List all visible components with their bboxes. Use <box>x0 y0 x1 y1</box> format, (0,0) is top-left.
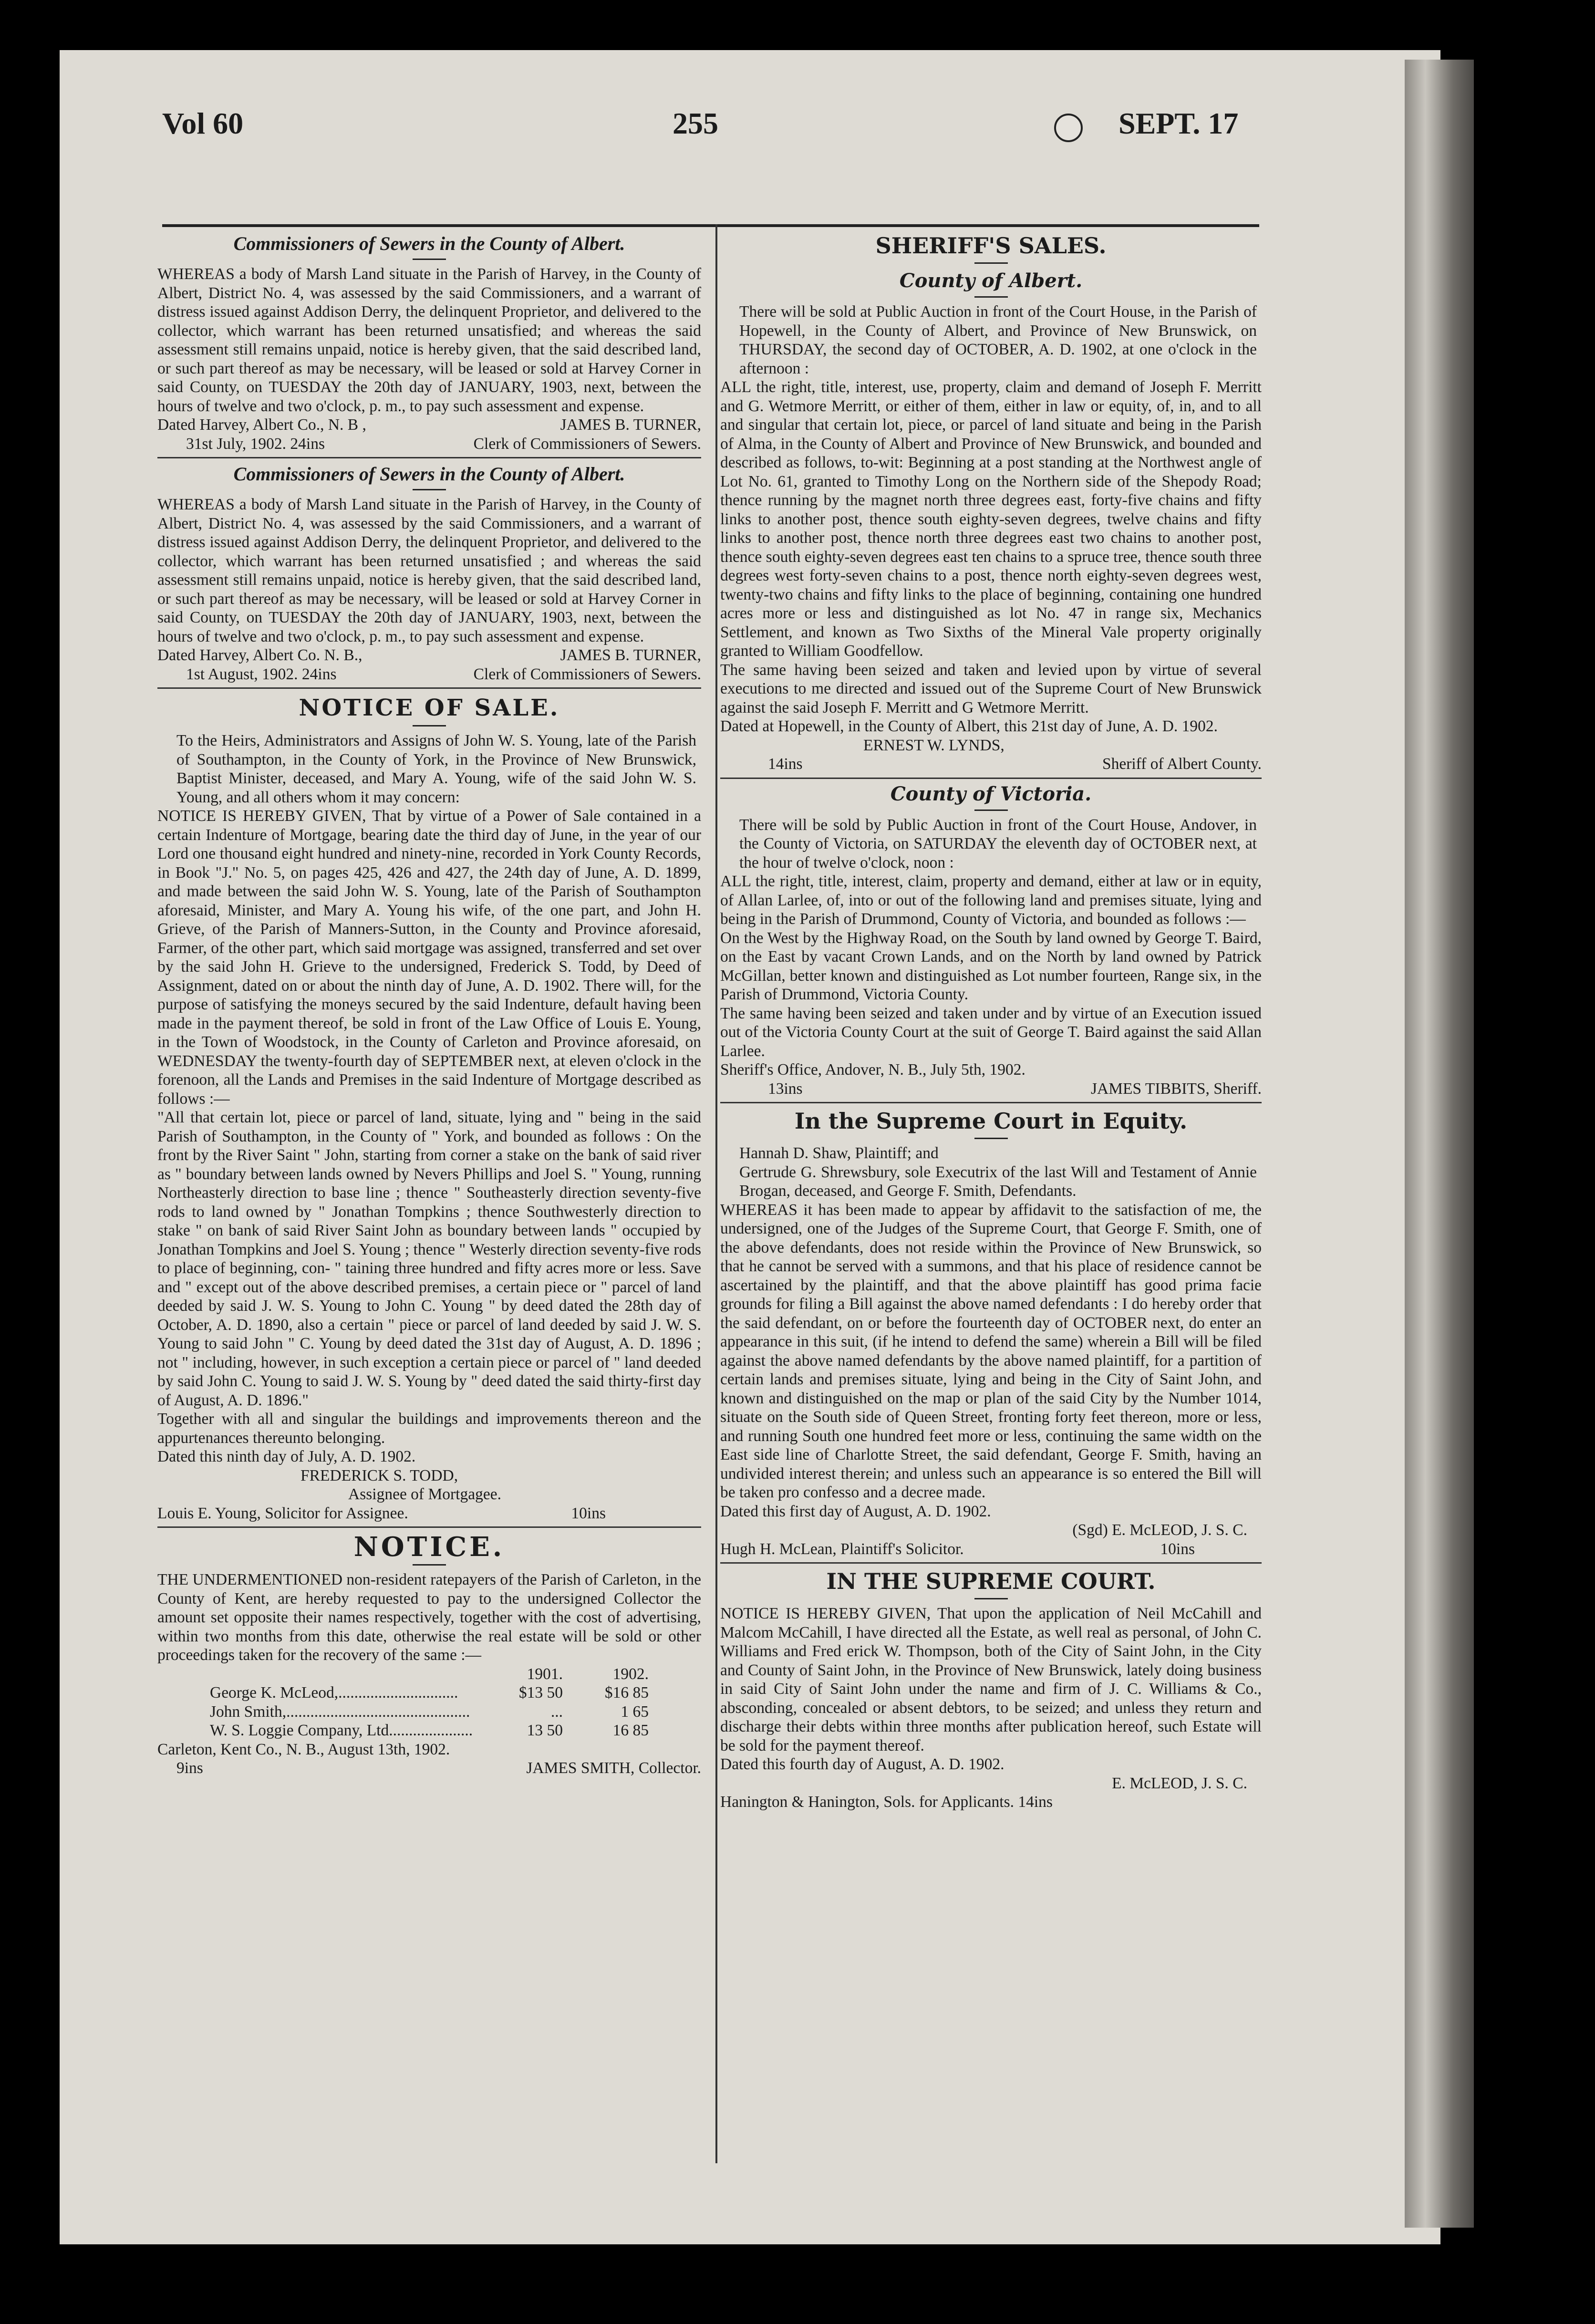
court-body: NOTICE IS HEREBY GIVEN, That upon the application of Neil McCahill and Malcom McCahill, I have directed all the Estate, as well real as personal, of John C. Williams and Fred erick W. Thompson, both of the City of Saint John, in the City and County of Saint John, in the Province of New Brunswick, lately doing business in said City of Saint John under the name and firm of J. C. Williams & Co., absconding, concealed or absent debtors, to be seized; and unless they return and discharge their debts within three months after publication hereof, such Estate will be sold for the payment thereof. Dated this fourth day of August, A. D. 1902. <box>720 1605 1262 1773</box>
sewers-notice-1-heading: Commissioners of Sewers in the County of Albert. <box>233 233 625 254</box>
divider <box>720 778 1262 779</box>
date-line: 31st July, 1902. 24ins <box>186 435 325 453</box>
albert-sale-body: ALL the right, title, interest, use, property, claim and demand of Joseph F. Merritt and G. Wetmore Merritt, or either of them, either in law or equity, of, in, and to all and singular that certain lot, piece, or parcel of land situate and being in the Parish of Alma, in the County of Albert and Province of New Brunswick, and bounded and described as follows, to-wit: Beginning at a post standing at the Northwest angle of Lot No. 61, granted to Timothy Long on the Northern side of the Shepody Road; thence running by the magnet north three degrees east, forty-five chains and fifty links to another post, thence south eighty-seven degrees, twelve chains and fifty links to another post, thence north three degrees east two chains to another post, thence south eighty-seven degrees east ten chains to a spruce tree, thence south three degrees west forty-seven chains to a post, thence north eighty-seven degrees west, twenty-two chains and fifty links to the place of beginning, containing one hundred acres more or less and distinguished as lot No. 47 in range six, Mechanics Settlement, and known as Two Sixths of the Mineral Vale property originally granted to William Goodfellow. The same having been seized and taken and levied upon by virtue of several executions to me directed and issued out of the Supreme Court of New Brunswick against the said Joseph F. Merritt and G Wetmore Merritt. Dated at Hopewell, in the County of Albert, this 21st day of June, A. D. 1902. <box>720 378 1262 735</box>
sheriffs-sales-heading: SHERIFF'S SALES. <box>875 233 1107 259</box>
table-cell: John Smith,.............................................. <box>210 1702 470 1721</box>
left-column <box>157 228 701 1778</box>
assignee-name: FREDERICK S. TODD, <box>300 1466 458 1484</box>
punch-hole-icon <box>1054 114 1083 142</box>
victoria-sale-body: ALL the right, title, interest, claim, property and demand, either at law or in equity, of Allan Larlee, of, into or out of the following land and premises situate, lying and being in the Parish of Drummond, County of Victoria, and bounded as follows :— On the West by the Highway Road, on the South by land owned by George T. Baird, on the East by vacant Crown Lands, and on the North by land owned by Patrick McGillan, better known and distinguished as Lot number fourteen, Range six, in the Parish of Drummond, Victoria County. The same having been seized and taken under and by virtue of an Execution issued out of the Victoria County Court at the suit of George T. Baird against the said Allan Larlee. Sheriff's Office, Andover, N. B., July 5th, 1902. <box>720 872 1262 1079</box>
sheriff-title: Sheriff of Albert County. <box>1102 755 1262 773</box>
collector: JAMES SMITH, Collector. <box>526 1759 701 1777</box>
sewers-notice-2-heading: Commissioners of Sewers in the County of Albert. <box>233 463 625 485</box>
county-albert-heading: County of Albert. <box>899 270 1083 292</box>
solicitor: Louis E. Young, Solicitor for Assignee. <box>157 1504 408 1522</box>
table-cell: $13 50 <box>518 1684 563 1702</box>
sheriff-name: JAMES TIBBITS, Sheriff. <box>1091 1079 1262 1098</box>
equity-solicitor-line <box>720 1540 1262 1559</box>
solicitor-line <box>157 1504 701 1523</box>
table-cell: W. S. Loggie Company, Ltd..................... <box>210 1722 473 1739</box>
notice-of-sale-address: To the Heirs, Administrators and Assigns of John W. S. Young, late of the Parish of Southampton, in the County of York, in the Province of New Brunswick, Baptist Minister, deceased, and Mary A. Young, wife of the said John W. S. Young, and all others whom it may concern: <box>176 732 696 806</box>
supreme-court-heading: IN THE SUPREME COURT. <box>826 1568 1156 1594</box>
divider <box>974 1138 1008 1139</box>
issue-date: SEPT. 17 <box>1119 106 1239 140</box>
page-number: 255 <box>673 106 718 140</box>
insertions: 10ins <box>571 1504 606 1522</box>
volume-label: Vol 60 <box>162 106 244 140</box>
notice-of-sale-closing: Together with all and singular the buildings and improvements thereon and the appurtenances thereunto belonging. Dated this ninth day of July, A. D. 1902. <box>157 1410 701 1465</box>
table-header: 1902. <box>612 1665 649 1683</box>
solicitor: Hugh H. McLean, Plaintiff's Solicitor. <box>720 1540 964 1558</box>
signer-name: JAMES B. TURNER, <box>560 416 701 434</box>
sheriff-name: ERNEST W. LYNDS, <box>863 736 1005 754</box>
sewers-notice-1-dated <box>157 415 701 435</box>
divider <box>413 259 446 260</box>
divider <box>413 725 446 726</box>
right-column <box>720 228 1262 1812</box>
judge-signature: E. McLEOD, J. S. C. <box>1112 1774 1247 1792</box>
notice-heading: NOTICE. <box>353 1531 505 1563</box>
notice-of-sale-heading: NOTICE OF SALE. <box>299 695 560 721</box>
divider <box>413 1564 446 1566</box>
insertions: 10ins <box>1160 1540 1195 1558</box>
county-victoria-heading: County of Victoria. <box>890 782 1092 805</box>
signer-name: JAMES B. TURNER, <box>560 646 701 664</box>
equity-body: WHEREAS it has been made to appear by affidavit to the satisfaction of me, the undersigned, one of the Judges of the Supreme Court, that George F. Smith, one of the above defendants, does not reside within the Province of New Brunswick, so that he cannot be served with a summons, and that his place of residence cannot be ascertained by the plaintiff, and that the above plaintiff has good prima facie grounds for filing a Bill against the above named defendants : I do hereby order that the said defendant, on or before the fourteenth day of OCTOBER next, do enter an appearance in this suit, (if he intend to defend the same) wherein a Bill will be filed against the above named defendants by the above named plaintiff, for a partition of certain lands and premises situate, lying and being in the City of Saint John, and known and distinguished on the map or plan of the said City by the Number 1014, situate on the South side of Queen Street, fronting forty feet thereon, more or less, and running South one hundred feet more or less, continuing the same width on the East side line of Charlotte Street, the said defendant, George F. Smith, having an undivided interest therein; and unless such an appearance is so entered the Bill will be taken pro confesso and a decree made. Dated this first day of August, A. D. 1902. <box>720 1201 1262 1520</box>
insertions: 9ins <box>176 1759 203 1777</box>
divider <box>157 1526 701 1528</box>
signer-title: Clerk of Commissioners of Sewers. <box>473 665 701 683</box>
divider <box>974 809 1008 811</box>
sewers-notice-2-date <box>157 665 701 684</box>
notice-of-sale-quote: "All that certain lot, piece or parcel of land, situate, lying and " being in the said Parish of Southampton, in the County of " York, and bounded as follows : On the front by the River Saint " John, starting from corner a stake on the bank of said river as " boundary between lands owned by Nevers Phillips and Joel S. " Young, running Northeasterly direction to base line ; thence " Southeasterly direction seventy-five rods to land owned by " Jonathan Tompkins ; thence Southwesterly direction to stake " on bank of said River Saint John as boundary between lands " occupied by Jonathan Tompkins and Joel S. Young ; thence " Westerly direction seventy-five rods to place of beginning, con- " taining three hundred and fifty acres more or less. Save and " except out of the above described premises, a certain piece or " parcel of land deeded by said J. W. S. Young to John C. Young " by deed dated the 28th day of October, A. D. 1890, also a certain " piece or parcel of land deeded by said J. W. S. Young to said John " C. Young by deed dated the 31st day of August, A. D. 1896 ; not " including, however, in such exception a certain piece or parcel of " land deeded by said John C. Young to said J. W. S. Young by " deed dated the said thirty-first day of August, A. D. 1896." <box>157 1109 701 1409</box>
solicitors-line: Hanington & Hanington, Sols. for Applicants. 14ins <box>720 1793 1053 1811</box>
dated-line: Dated Harvey, Albert Co. N. B., <box>157 646 362 664</box>
sewers-notice-1-date <box>157 435 701 454</box>
notice-body: THE UNDERMENTIONED non-resident ratepayers of the Parish of Carleton, in the County of Kent, are hereby requested to pay to the undersigned Collector the amount set opposite their names respectively, together with the cost of advertising, within two months from this date, otherwise the real estate will be sold or other proceedings taken for the recovery of the same :— <box>157 1571 701 1664</box>
header-rule <box>162 224 1259 227</box>
table-cell: $16 85 <box>604 1684 649 1702</box>
divider <box>974 296 1008 298</box>
table-cell: 1 65 <box>621 1702 649 1721</box>
divider <box>974 1598 1008 1599</box>
notice-of-sale-body: NOTICE IS HEREBY GIVEN, That by virtue of a Power of Sale contained in a certain Indenture of Mortgage, bearing date the third day of June, in the year of our Lord one thousand eight hundred and ninety-nine, recorded in York County Records, in Book "J." No. 5, on pages 425, 426 and 427, the 24th day of June, A. D. 1899, and made between the said John W. S. Young, late of the Parish of Southampton aforesaid, Minister, and Mary A. Young his wife, of the one part, and John H. Grieve, of the Parish of Manners-Sutton, in the County and Province aforesaid, Farmer, of the other part, which said mortgage was assigned, transferred and set over by the said John H. Grieve to the undersigned, Frederick S. Todd, by Deed of Assignment, dated on or about the ninth day of June, A. D. 1902. There will, for the purpose of satisfying the moneys secured by the said Indenture, default having been made in the payment thereof, be sold in front of the Law Office of Louis E. Young, in the Town of Woodstock, in the County of Carleton and Province aforesaid, on WEDNESDAY the twenty-fourth day of SEPTEMBER next, at eleven o'clock in the forenoon, all the Lands and Premises in the said Indenture of Mortgage described as follows :— <box>157 807 701 1108</box>
equity-parties: Hannah D. Shaw, Plaintiff; and Gertrude G. Shrewsbury, sole Executrix of the last Will and Testament of Annie Brogan, deceased, and George F. Smith, Defendants. <box>739 1144 1257 1200</box>
date-line: 1st August, 1902. 24ins <box>186 665 337 683</box>
assignee-title: Assignee of Mortgagee. <box>348 1485 501 1503</box>
divider <box>157 687 701 689</box>
signer-title: Clerk of Commissioners of Sewers. <box>473 435 701 453</box>
albert-sale-signature <box>720 755 1262 774</box>
sewers-notice-2-body: WHEREAS a body of Marsh Land situate in the Parish of Harvey, in the County of Albert, District No. 4, was assessed by the said Commissioners, and a warrant of distress issued against Addison Derry, the delinquent Proprietor, and delivered to the collector, which warrant has been returned unsatisfied ; and whereas the said assessment still remains unpaid, notice is hereby given, that the said described land, or such part thereof as may be necessary, will be leased or sold at Harvey Corner in said County, on TUESDAY the 20th day of JANUARY, 1903, next, between the hours of twelve and two o'clock, p. m., to pay such assessment and expense. <box>157 496 701 645</box>
dated-line: Dated Harvey, Albert Co., N. B , <box>157 416 366 434</box>
divider <box>157 457 701 458</box>
victoria-sale-intro: There will be sold by Public Auction in front of the Court House, Andover, in the County of Victoria, on SATURDAY the eleventh day of OCTOBER next, at the hour of twelve o'clock, noon : <box>739 816 1257 872</box>
table-cell: George K. McLeod,.............................. <box>210 1684 458 1702</box>
judge-signature: (Sgd) E. McLEOD, J. S. C. <box>1072 1521 1247 1539</box>
notice-signature <box>157 1759 701 1778</box>
insertions: 14ins <box>768 755 803 773</box>
notice-dated: Carleton, Kent Co., N. B., August 13th, 1902. <box>157 1740 450 1758</box>
divider <box>720 1102 1262 1103</box>
divider <box>413 489 446 490</box>
table-cell: 16 85 <box>612 1722 649 1739</box>
insertions: 13ins <box>768 1079 803 1098</box>
column-divider <box>715 224 717 2163</box>
sewers-notice-2-dated <box>157 646 701 665</box>
table-cell: 13 50 <box>527 1722 563 1739</box>
albert-sale-intro: There will be sold at Public Auction in front of the Court House, in the Parish of Hopewell, in the County of Albert, and Province of New Brunswick, on THURSDAY, the second day of OCTOBER, A. D. 1902, at one o'clock in the afternoon : <box>739 303 1257 377</box>
supreme-court-equity-heading: In the Supreme Court in Equity. <box>794 1108 1188 1134</box>
table-header: 1901. <box>527 1665 563 1683</box>
table-cell: ... <box>550 1702 563 1721</box>
divider <box>974 262 1008 264</box>
sewers-notice-1-body: WHEREAS a body of Marsh Land situate in the Parish of Harvey, in the County of Albert, District No. 4, was assessed by the said Commissioners, and a warrant of distress issued against Addison Derry, the delinquent Proprietor, and delivered to the collector, which warrant has been returned unsatisfied; and whereas the said assessment still remains unpaid, notice is hereby given, that the said described land, or such part thereof as may be necessary, will be leased or sold at Harvey Corner in said County, on TUESDAY the 20th day of JANUARY, 1903, next, between the hours of twelve and two o'clock, p. m., to pay such assessment and expense. <box>157 265 701 415</box>
victoria-sale-signature <box>720 1079 1262 1099</box>
divider <box>720 1562 1262 1564</box>
ratepayers-table <box>157 1665 701 1740</box>
